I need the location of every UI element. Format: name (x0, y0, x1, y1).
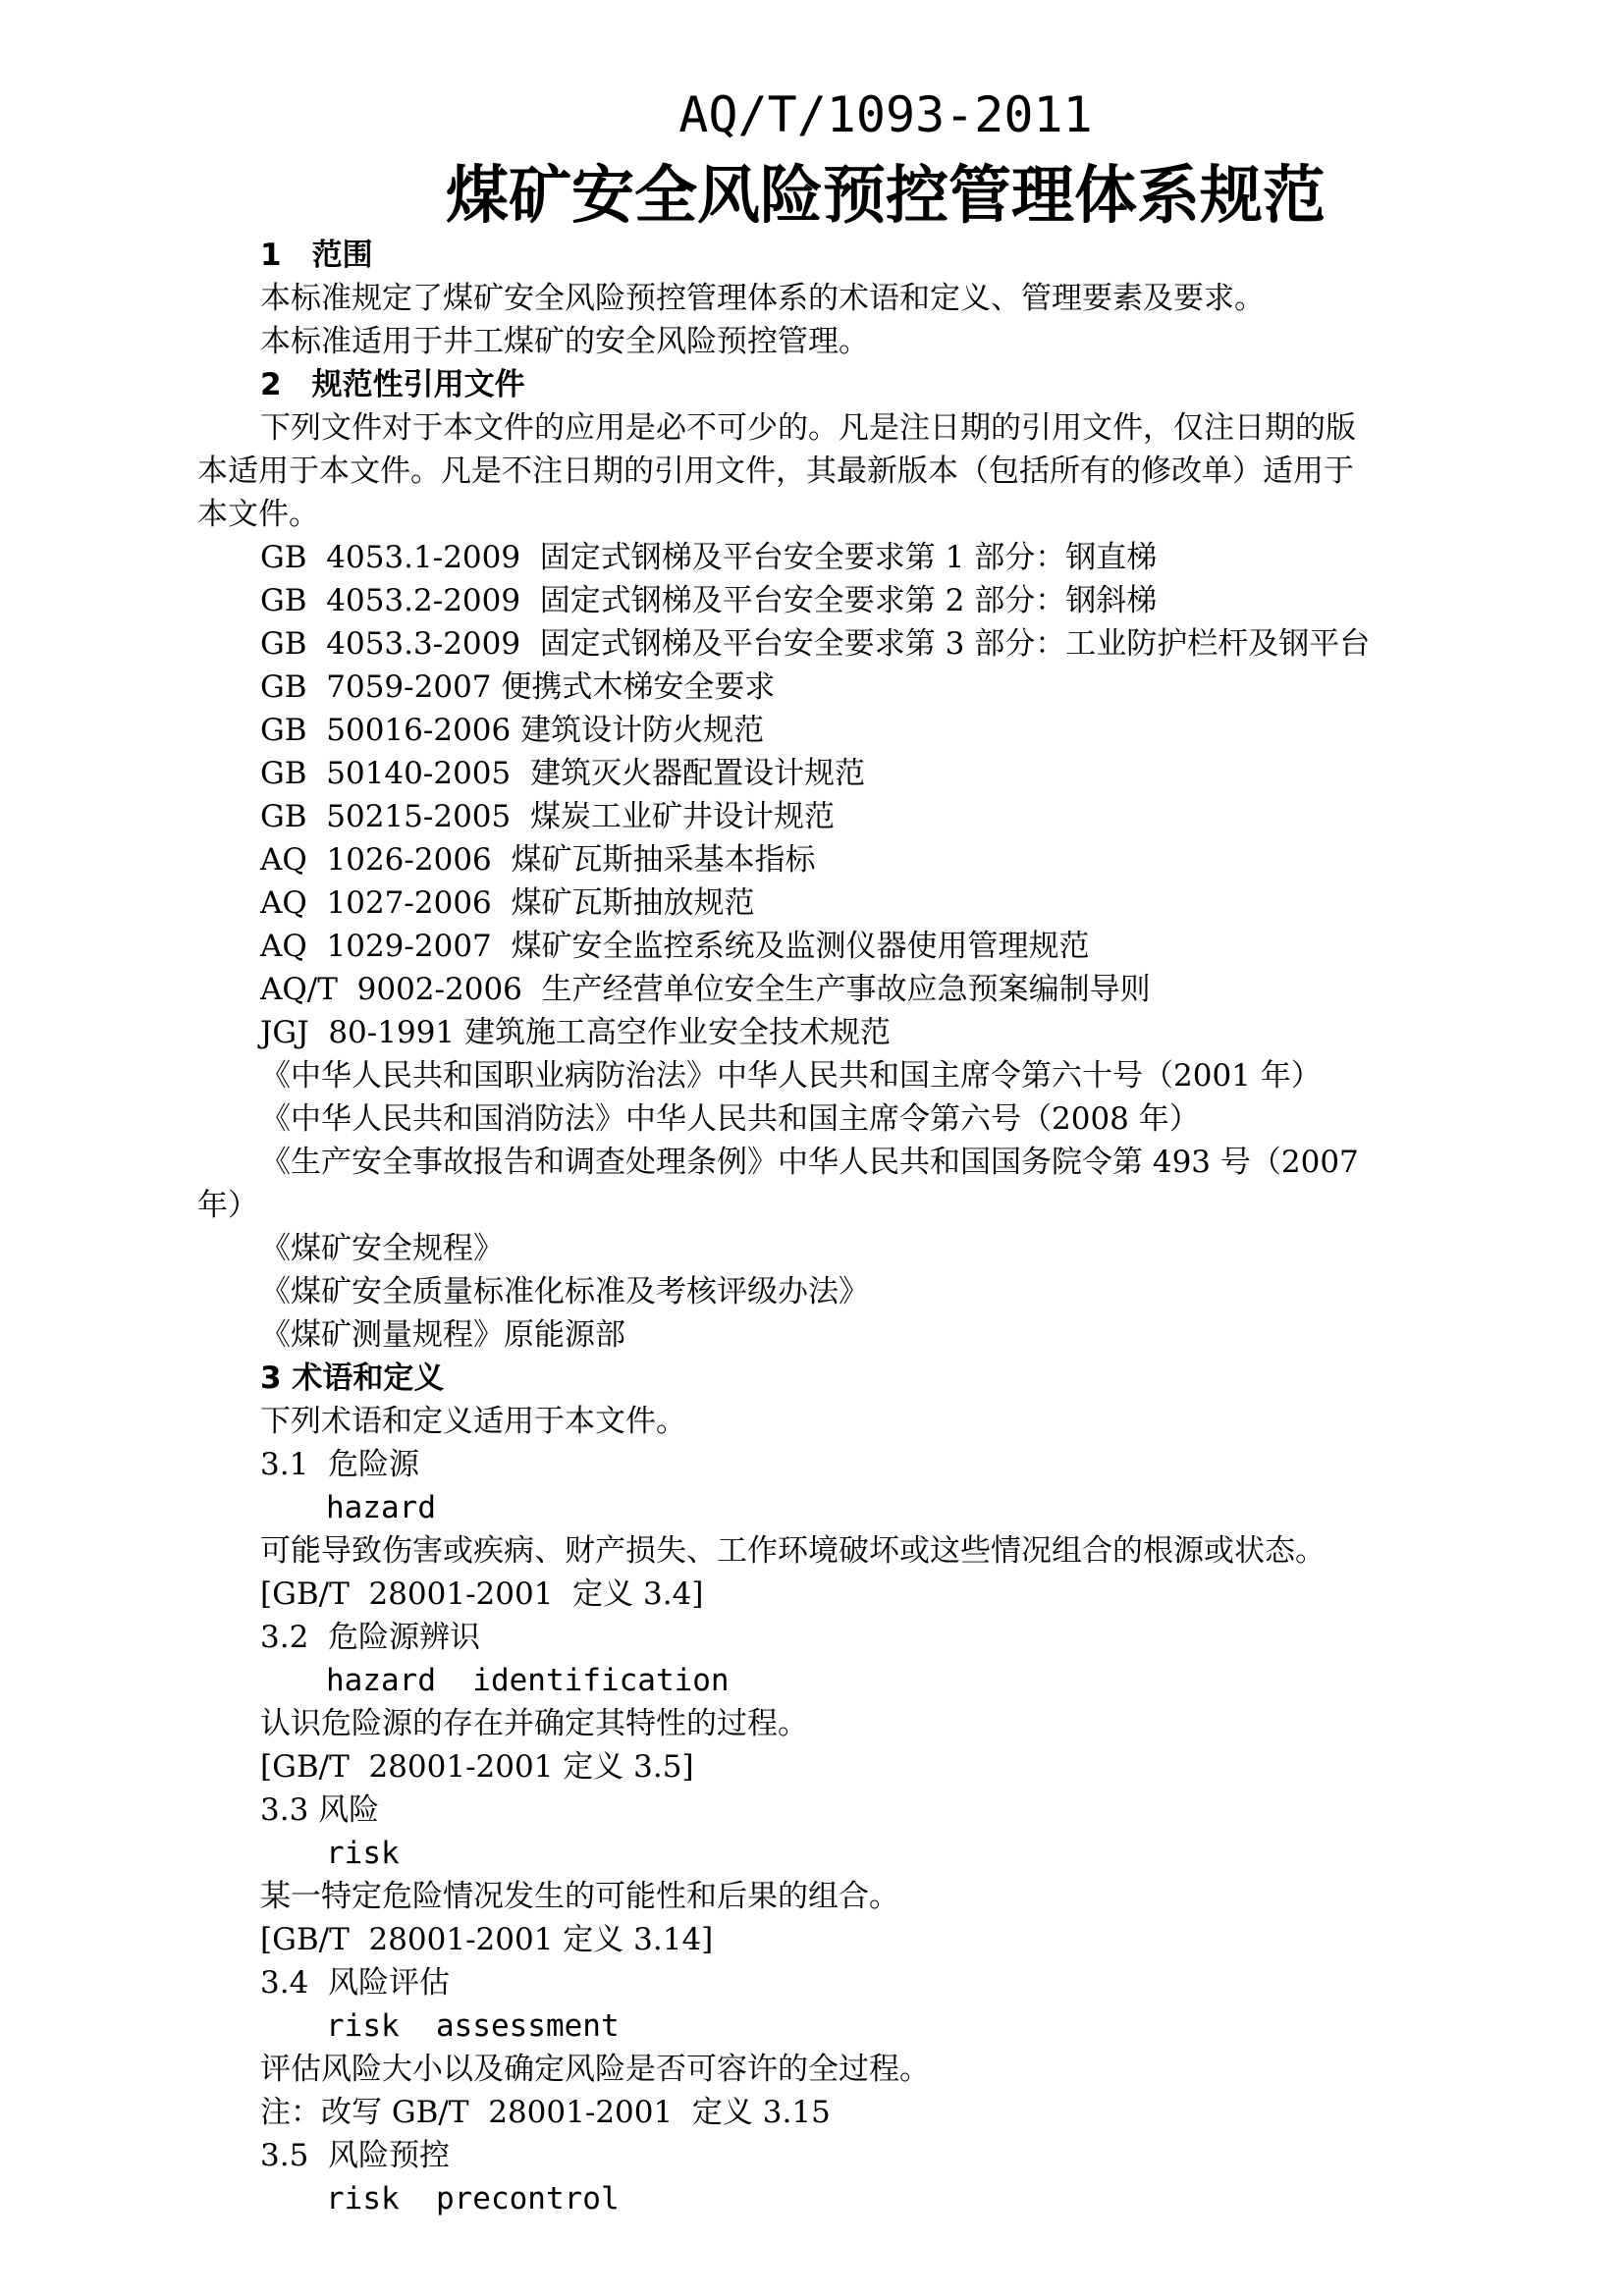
reference-item: 《中华人民共和国职业病防治法》中华人民共和国主席令第六十号（2001 年） (260, 1058, 1322, 1094)
term-definition: 认识危险源的存在并确定其特性的过程。 (260, 1706, 808, 1741)
paragraph: 本标准规定了煤矿安全风险预控管理体系的术语和定义、管理要素及要求。 (260, 281, 1265, 316)
term-note: 注：改写 GB/T 28001-2001 定义 3.15 (260, 2095, 831, 2130)
term-heading: 3.3 风险 (260, 1792, 380, 1828)
paragraph: 本标准适用于井工煤矿的安全风险预控管理。 (260, 324, 869, 359)
reference-item: AQ/T 9002-2006 生产经营单位安全生产事故应急预案编制导则 (260, 972, 1151, 1007)
term-english: hazard identification (326, 1663, 730, 1698)
term-heading: 3.4 风险评估 (260, 1965, 451, 2001)
term-english: risk assessment (326, 2008, 620, 2044)
paragraph: 本适用于本文件。凡是不注日期的引用文件，其最新版本（包括所有的修改单）适用于 (197, 454, 1354, 489)
term-source: [GB/T 28001-2001 定义 3.5] (260, 1749, 694, 1785)
document-title: 煤矿安全风险预控管理体系规范 (446, 160, 1326, 233)
paragraph: 下列文件对于本文件的应用是必不可少的。凡是注日期的引用文件，仅注日期的版 (260, 410, 1356, 446)
term-source: [GB/T 28001-2001 定义 3.4] (260, 1576, 704, 1612)
term-heading: 3.5 风险预控 (260, 2138, 451, 2173)
paragraph: 下列术语和定义适用于本文件。 (260, 1404, 686, 1439)
section-1-heading: 1 范围 (260, 238, 373, 273)
reference-item: GB 4053.2-2009 固定式钢梯及平台安全要求第 2 部分：钢斜梯 (260, 583, 1158, 618)
reference-item: JGJ 80-1991 建筑施工高空作业安全技术规范 (260, 1015, 891, 1050)
reference-item: GB 4053.3-2009 固定式钢梯及平台安全要求第 3 部分：工业防护栏杆及钢平台 (260, 626, 1371, 662)
reference-item: AQ 1026-2006 煤矿瓦斯抽采基本指标 (260, 842, 816, 878)
reference-item: GB 7059-2007 便携式木梯安全要求 (260, 669, 776, 705)
paragraph: 本文件。 (197, 497, 319, 532)
reference-item: 《中华人民共和国消防法》中华人民共和国主席令第六号（2008 年） (260, 1101, 1200, 1137)
term-source: [GB/T 28001-2001 定义 3.14] (260, 1922, 714, 1957)
reference-item: GB 4053.1-2009 固定式钢梯及平台安全要求第 1 部分：钢直梯 (260, 540, 1158, 575)
reference-item: 《生产安全事故报告和调查处理条例》中华人民共和国国务院令第 493 号（2007 (260, 1145, 1359, 1180)
term-english: hazard (326, 1490, 436, 1525)
reference-item: GB 50016-2006 建筑设计防火规范 (260, 713, 765, 748)
reference-item: AQ 1029-2007 煤矿安全监控系统及监测仪器使用管理规范 (260, 929, 1090, 964)
term-definition: 某一特定危险情况发生的可能性和后果的组合。 (260, 1879, 899, 1914)
term-heading: 3.1 危险源 (260, 1447, 420, 1482)
term-english: risk precontrol (326, 2181, 620, 2216)
term-heading: 3.2 危险源辨识 (260, 1620, 481, 1655)
reference-item: 《煤矿安全规程》 (260, 1231, 504, 1266)
section-3-heading: 3 术语和定义 (260, 1361, 445, 1396)
reference-item: 年） (197, 1188, 258, 1223)
reference-item: AQ 1027-2006 煤矿瓦斯抽放规范 (260, 885, 755, 921)
reference-item: GB 50140-2005 建筑灭火器配置设计规范 (260, 756, 865, 791)
term-definition: 可能导致伤害或疾病、财产损失、工作环境破坏或这些情况组合的根源或状态。 (260, 1533, 1326, 1569)
term-english: risk (326, 1836, 400, 1871)
reference-item: 《煤矿测量规程》原能源部 (260, 1317, 625, 1353)
standard-code: AQ/T/1093-2011 (678, 86, 1093, 143)
term-definition: 评估风险大小以及确定风险是否可容许的全过程。 (260, 2052, 930, 2087)
reference-item: 《煤矿安全质量标准化标准及考核评级办法》 (260, 1274, 869, 1309)
section-2-heading: 2 规范性引用文件 (260, 367, 525, 402)
reference-item: GB 50215-2005 煤炭工业矿井设计规范 (260, 799, 835, 834)
